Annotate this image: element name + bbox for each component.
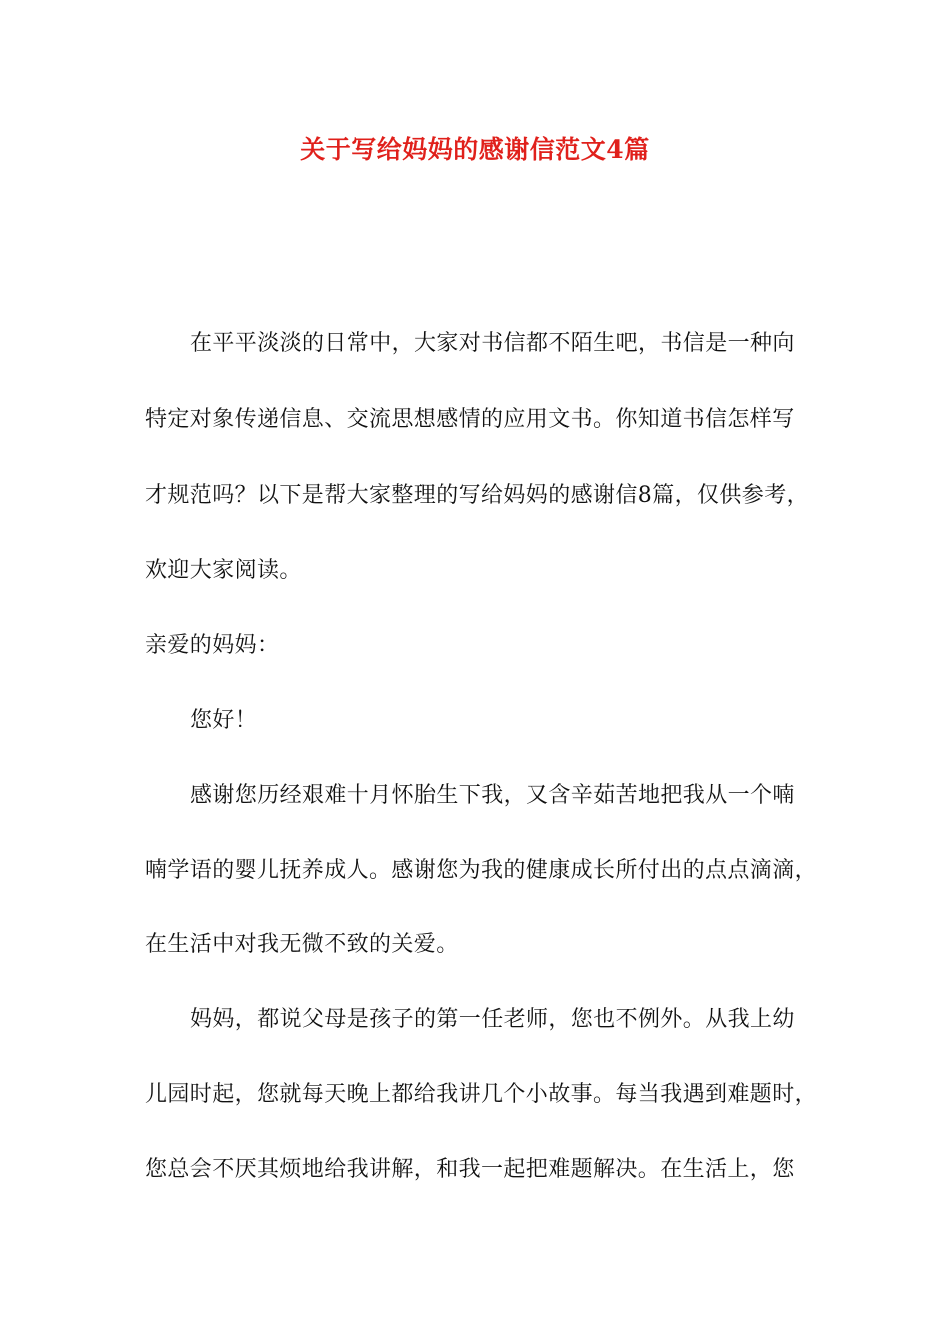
paragraph-line: 您总会不厌其烦地给我讲解，和我一起把难题解决。在生活上，您 [145,1157,795,1182]
document-title: 关于写给妈妈的感谢信范文4篇 [300,135,650,164]
paragraph-line: 妈妈，都说父母是孩子的第一任老师，您也不例外。从我上幼 [190,1007,795,1032]
paragraph-line: 儿园时起，您就每天晚上都给我讲几个小故事。每当我遇到难题时， [145,1082,818,1107]
paragraph-line: 欢迎大家阅读。 [145,558,302,583]
paragraph-line: 特定对象传递信息、交流思想感情的应用文书。你知道书信怎样写 [145,407,795,432]
paragraph-line: 在平平淡淡的日常中，大家对书信都不陌生吧，书信是一种向 [190,331,795,356]
paragraph-line: 感谢您历经艰难十月怀胎生下我，又含辛茹苦地把我从一个喃 [190,783,795,808]
paragraph-line: 才规范吗？以下是帮大家整理的写给妈妈的感谢信8篇，仅供参考， [145,483,809,508]
paragraph-line: 喃学语的婴儿抚养成人。感谢您为我的健康成长所付出的点点滴滴， [145,858,818,883]
salutation: 亲爱的妈妈： [145,633,280,658]
greeting: 您好！ [190,708,258,733]
paragraph-line: 在生活中对我无微不致的关爱。 [145,932,459,957]
